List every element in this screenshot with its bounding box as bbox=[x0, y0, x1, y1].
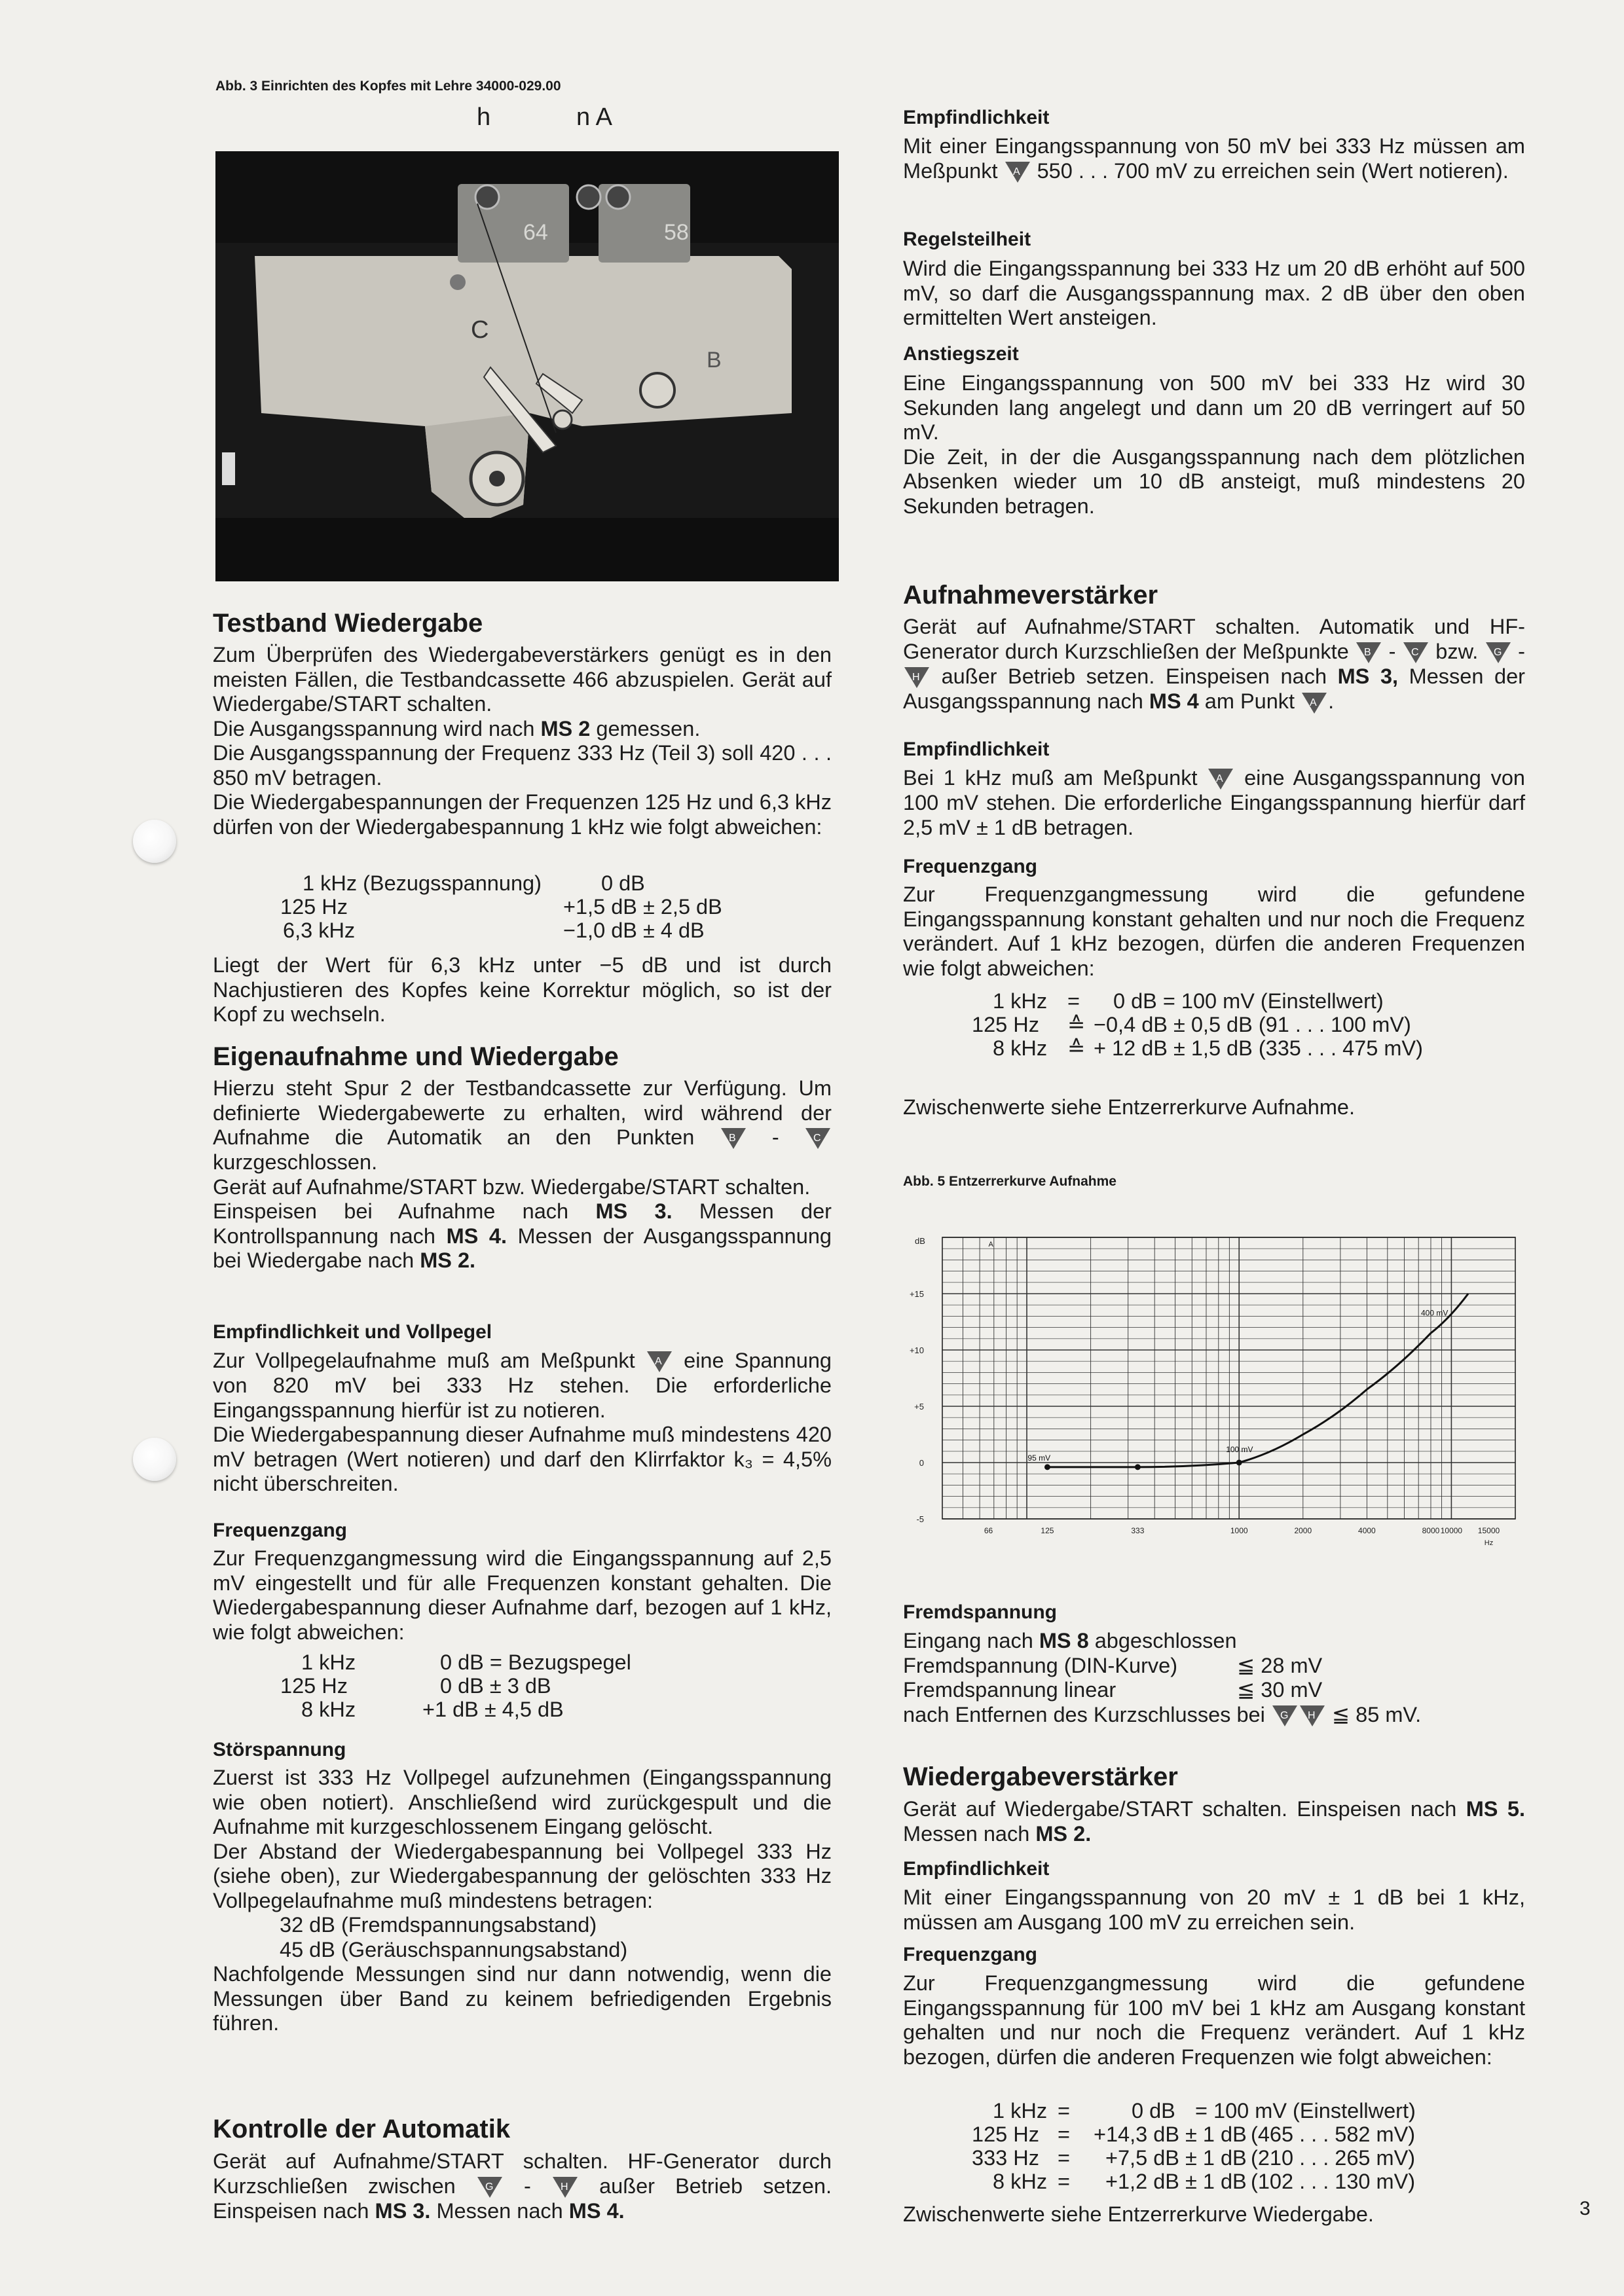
stoer-p2: Der Abstand der Wiedergabespannung bei Vollpegel 333 Hz (siehe oben), zur Wiedergabespannung der gelöschten 333 Hz Vollpegelaufnahme muß mindestens betragen: bbox=[213, 1839, 832, 1912]
aufnahme-p2: Bei 1 kHz muß am Meßpunkt A eine Ausgangsspannung von 100 mV stehen. Die erforderliche Eingangsspannung hierfür darf 2,5 mV ± 1 dB betragen. bbox=[903, 766, 1525, 839]
svg-text:C: C bbox=[813, 1133, 821, 1144]
photo-label-b: B bbox=[707, 348, 722, 373]
svg-text:G: G bbox=[485, 2181, 494, 2193]
right-top-p34 bbox=[903, 371, 1525, 519]
section-title-stoer: Störspannung bbox=[213, 1739, 346, 1760]
point-h-icon bbox=[551, 2176, 579, 2199]
head-58-label: 58 bbox=[664, 220, 689, 245]
fremd-l1: Eingang nach MS 8 abgeschlossen bbox=[903, 1629, 1237, 1652]
point-c-icon bbox=[1402, 641, 1430, 665]
photo-label-na: n A bbox=[576, 103, 612, 131]
annotation-label: 400 mV bbox=[1420, 1308, 1449, 1318]
right-title-anstiegszeit: Anstiegszeit bbox=[903, 343, 1019, 365]
table-row: 8 kHz = +1,2 dB ± 1 dB (102 . . . 130 mV) bbox=[993, 2170, 1416, 2193]
x-tick-label: 333 bbox=[1131, 1526, 1145, 1535]
svg-text:G: G bbox=[1280, 1709, 1289, 1721]
section-title-vollpegel: Empfindlichkeit und Vollpegel bbox=[213, 1321, 492, 1343]
data-point bbox=[1135, 1464, 1141, 1470]
entzerrerkurve-chart bbox=[903, 1224, 1532, 1552]
table-row: 125 Hz 0 dB ± 3 dB bbox=[280, 1674, 551, 1698]
wiedergabe-p4: Zwischenwerte siehe Entzerrerkurve Wiedergabe. bbox=[903, 2202, 1374, 2226]
vollpegel-p1: Zur Vollpegelaufnahme muß am Meßpunkt A eine Spannung von 820 mV bei 333 Hz stehen. Die erforderliche Eingangsspannung hierfür ist zu notieren. bbox=[213, 1349, 832, 1422]
stoer-p1: Zuerst ist 333 Hz Vollpegel aufzunehmen (Eingangsspannung wie oben notiert). Anschließend wird zurückgespult und die Aufnahme mit kurzgeschlossenem Eingang gelöscht. bbox=[213, 1766, 832, 1838]
point-a-icon bbox=[1004, 160, 1031, 184]
stoer-list-1: 32 dB (Fremdspannungsabstand) bbox=[280, 1913, 597, 1937]
freq-left-table bbox=[262, 1650, 720, 1721]
fremd-body bbox=[903, 1629, 1525, 1728]
table-row: 1 kHz = 0 dB = 100 mV (Einstellwert) bbox=[993, 989, 1384, 1013]
kontrolle-p1: Gerät auf Aufnahme/START schalten. HF-Generator durch Kurzschließen zwischen G - H außer Betrieb setzen. Einspeisen nach MS 3. Messen nach MS 4. bbox=[213, 2149, 832, 2223]
svg-text:B: B bbox=[728, 1133, 736, 1144]
testband-p2: Die Ausgangsspannung wird nach MS 2 gemessen. bbox=[213, 716, 701, 740]
y-tick-label: +15 bbox=[909, 1289, 924, 1299]
section-title-kontrolle: Kontrolle der Automatik bbox=[213, 2115, 511, 2143]
right-top-p1: Mit einer Eingangsspannung von 50 mV bei 333 Hz müssen am Meßpunkt A 550 . . . 700 mV zu erreichen sein (Wert notieren). bbox=[903, 134, 1525, 184]
point-a-icon bbox=[646, 1350, 673, 1374]
photo-label-c: C bbox=[471, 316, 489, 344]
wiedergabe-p2: Mit einer Eingangsspannung von 20 mV ± 1 dB bei 1 kHz, müssen am Ausgang 100 mV zu erreichen sein. bbox=[903, 1886, 1525, 1934]
testband-table bbox=[275, 871, 773, 942]
aufnahme-p1: Gerät auf Aufnahme/START schalten. Automatik und HF-Generator durch Kurzschließen der Meßpunkte B - C bzw. G - H außer Betrieb setzen. Einspeisen nach MS 3, Messen der Ausgangsspannung nach MS 4 am Punkt A . bbox=[903, 615, 1525, 715]
table-row: 1 kHz = 0 dB = 100 mV (Einstellwert) bbox=[993, 2099, 1416, 2123]
aufnahme-title-frequenzgang: Frequenzgang bbox=[903, 856, 1038, 877]
series-line bbox=[1047, 1294, 1468, 1467]
x-tick-label: 2000 bbox=[1294, 1526, 1312, 1535]
testband-body bbox=[213, 643, 832, 839]
punch-hole-bottom bbox=[133, 1438, 176, 1481]
section-title-eigen: Eigenaufnahme und Wiedergabe bbox=[213, 1042, 619, 1071]
eigen-p3: Einspeisen bei Aufnahme nach MS 3. Messen der Kontrollspannung nach MS 4. Messen der Ausgangsspannung bei Wiedergabe nach MS 2. bbox=[213, 1199, 832, 1273]
section-title-wiedergabe: Wiedergabeverstärker bbox=[903, 1762, 1178, 1791]
stoer-body bbox=[213, 1766, 832, 2036]
right-top-p2: Wird die Eingangsspannung bei 333 Hz um 20 dB erhöht auf 500 mV, so darf die Ausgangsspannung max. 2 dB über den oben ermittelten Wert ansteigen. bbox=[903, 257, 1525, 329]
tape-head-photo bbox=[215, 151, 839, 581]
eigen-body bbox=[213, 1076, 832, 1273]
table-row: 1 kHz 0 dB = Bezugspegel bbox=[301, 1650, 631, 1674]
table-row: 125 Hz +1,5 dB ± 2,5 dB bbox=[280, 895, 722, 919]
wiedergabe-title-frequenzgang: Frequenzgang bbox=[903, 1944, 1038, 1965]
point-b-icon bbox=[1355, 641, 1382, 665]
data-point bbox=[1044, 1464, 1050, 1470]
testband-p3: Die Ausgangsspannung der Frequenz 333 Hz (Teil 3) soll 420 . . . 850 mV betragen. bbox=[213, 741, 832, 790]
x-tick-label: 66 bbox=[984, 1526, 993, 1535]
point-g-icon bbox=[1485, 641, 1512, 665]
figure3-caption: Abb. 3 Einrichten des Kopfes mit Lehre 34000-029.00 bbox=[215, 79, 561, 94]
wiedergabe-table bbox=[969, 2099, 1506, 2193]
page-number: 3 bbox=[1579, 2198, 1591, 2219]
fremd-l4: nach Entfernen des Kurzschlusses bei G H ≦ 85 mV. bbox=[903, 1703, 1525, 1728]
section-title-aufnahme: Aufnahmeverstärker bbox=[903, 581, 1158, 610]
point-b-icon bbox=[720, 1127, 747, 1150]
stoer-list-2: 45 dB (Geräuschspannungsabstand) bbox=[280, 1937, 628, 1961]
right-top-p4: Die Zeit, in der die Ausgangsspannung nach dem plötzlichen Absenken wieder um 10 dB ansteigt, muß mindestens 20 Sekunden betragen. bbox=[903, 445, 1525, 518]
testband-p5: Liegt der Wert für 6,3 kHz unter −5 dB und ist durch Nachjustieren des Kopfes keine Korrektur möglich, so ist der Kopf zu wechseln. bbox=[213, 953, 832, 1026]
point-h-icon bbox=[1299, 1704, 1326, 1728]
testband-p1: Zum Überprüfen des Wiedergabeverstärkers genügt es in den meisten Fällen, die Testbandcassette 466 abzuspielen. Gerät auf Wiedergabe/START schalten. bbox=[213, 643, 832, 716]
svg-text:G: G bbox=[1493, 646, 1502, 658]
svg-text:B: B bbox=[1364, 646, 1371, 658]
eigen-p2: Gerät auf Aufnahme/START bzw. Wiedergabe/START schalten. bbox=[213, 1175, 811, 1199]
eigen-p1: Hierzu steht Spur 2 der Testbandcassette zur Verfügung. Um definierte Wiedergabewerte zu erhalten, wird während der Aufnahme die Automatik an den Punkten B - C kurzgeschlossen. bbox=[213, 1076, 832, 1175]
right-title-empfindlichkeit: Empfindlichkeit bbox=[903, 107, 1050, 128]
y-tick-label: +5 bbox=[914, 1402, 924, 1412]
x-tick-label: 1000 bbox=[1230, 1526, 1248, 1535]
x-tick-label: 10000 bbox=[1440, 1526, 1463, 1535]
svg-text:A: A bbox=[654, 1356, 662, 1368]
x-tick-label: 15000 bbox=[1477, 1526, 1500, 1535]
aufnahme-title-empfindlichkeit: Empfindlichkeit bbox=[903, 738, 1050, 760]
stoer-p3: Nachfolgende Messungen sind nur dann notwendig, wenn die Messungen über Band zu keinem befriedigenden Ergebnis führen. bbox=[213, 1962, 832, 2035]
svg-text:H: H bbox=[912, 672, 920, 683]
plot-frame bbox=[942, 1237, 1515, 1519]
annotation-label: 95 mV bbox=[1027, 1453, 1051, 1463]
point-a-icon bbox=[1301, 691, 1328, 715]
table-row: 125 Hz ≙ −0,4 dB ± 0,5 dB (91 . . . 100 mV) bbox=[972, 1013, 1411, 1036]
point-c-icon bbox=[804, 1127, 832, 1150]
table-row: 6,3 kHz −1,0 dB ± 4 dB bbox=[283, 919, 705, 942]
section-title-fremd: Fremdspannung bbox=[903, 1601, 1058, 1623]
vollpegel-body bbox=[213, 1349, 832, 1497]
y-tick-label: 0 bbox=[919, 1458, 924, 1468]
figure5-caption: Abb. 5 Entzerrerkurve Aufnahme bbox=[903, 1174, 1116, 1189]
annotation-label: A bbox=[988, 1241, 993, 1248]
wiedergabe-p1: Gerät auf Wiedergabe/START schalten. Einspeisen nach MS 5. Messen nach MS 2. bbox=[903, 1797, 1525, 1846]
kontrolle-body bbox=[213, 2149, 832, 2223]
y-axis-label: dB bbox=[915, 1236, 925, 1246]
table-row: 333 Hz = +7,5 dB ± 1 dB (210 . . . 265 mV) bbox=[972, 2146, 1416, 2170]
wiedergabe-title-empfindlichkeit: Empfindlichkeit bbox=[903, 1858, 1050, 1880]
annotation-label: 100 mV bbox=[1226, 1445, 1253, 1454]
svg-text:C: C bbox=[1411, 646, 1419, 658]
testband-p4: Die Wiedergabespannungen der Frequenzen 125 Hz und 6,3 kHz dürfen von der Wiedergabespannung 1 kHz wie folgt abweichen: bbox=[213, 790, 832, 839]
y-tick-label: -5 bbox=[916, 1514, 924, 1524]
aufnahme-p4: Zwischenwerte siehe Entzerrerkurve Aufnahme. bbox=[903, 1095, 1356, 1119]
right-top-p3: Eine Eingangsspannung von 500 mV bei 333 Hz wird 30 Sekunden lang angelegt und dann um 20 dB verringert auf 50 mV. bbox=[903, 371, 1525, 444]
photo-label-h: h bbox=[477, 103, 491, 131]
svg-text:A: A bbox=[1216, 773, 1223, 785]
fremd-l2: Fremdspannung (DIN-Kurve) ≦ 28 mV bbox=[903, 1653, 1323, 1677]
aufnahme-table bbox=[969, 989, 1493, 1060]
wiedergabe-p3: Zur Frequenzgangmessung wird die gefundene Eingangsspannung für 100 mV bei 1 kHz am Ausgang konstant gehalten und nur noch die Frequenz verändert. Auf 1 kHz bezogen, dürfen die anderen Frequenzen wie folgt abweichen: bbox=[903, 1971, 1525, 2069]
fremd-l3: Fremdspannung linear ≦ 30 mV bbox=[903, 1678, 1323, 1702]
table-row: 125 Hz = +14,3 dB ± 1 dB (465 . . . 582 mV) bbox=[972, 2123, 1416, 2146]
svg-text:H: H bbox=[1307, 1709, 1316, 1721]
section-title-frequenzgang-left: Frequenzgang bbox=[213, 1520, 348, 1541]
y-tick-label: +10 bbox=[909, 1345, 924, 1355]
table-row: 8 kHz +1 dB ± 4,5 dB bbox=[301, 1698, 564, 1721]
vollpegel-p2: Die Wiedergabespannung dieser Aufnahme muß mindestens 420 mV betragen (Wert notieren) und darf den Klirrfaktor k₃ = 4,5% nicht überschreiten. bbox=[213, 1423, 832, 1496]
data-point bbox=[1236, 1460, 1242, 1466]
x-axis-label: Hz bbox=[1484, 1539, 1494, 1547]
x-tick-label: 8000 bbox=[1422, 1526, 1440, 1535]
svg-text:H: H bbox=[560, 2181, 568, 2193]
svg-text:A: A bbox=[1012, 166, 1020, 177]
x-tick-label: 4000 bbox=[1358, 1526, 1376, 1535]
point-h-icon bbox=[903, 666, 931, 689]
punch-hole-top bbox=[133, 820, 176, 863]
freq-left-p1: Zur Frequenzgangmessung wird die Eingangsspannung auf 2,5 mV eingestellt und für alle Frequenzen konstant gehalten. Die Wiedergabespannung dieser Aufnahme darf, bezogen auf 1 kHz, wie folgt abweichen: bbox=[213, 1546, 832, 1644]
svg-text:A: A bbox=[1310, 697, 1317, 708]
figure3-photo bbox=[215, 151, 839, 581]
point-g-icon bbox=[476, 2176, 504, 2199]
head-64-label: 64 bbox=[523, 220, 548, 245]
table-row: 1 kHz (Bezugsspannung) 0 dB bbox=[303, 871, 645, 895]
table-row: 8 kHz ≙ + 12 dB ± 1,5 dB (335 . . . 475 mV) bbox=[993, 1036, 1423, 1060]
x-tick-label: 125 bbox=[1041, 1526, 1054, 1535]
aufnahme-p3: Zur Frequenzgangmessung wird die gefundene Eingangsspannung konstant gehalten und nur noch die Frequenz verändert. Auf 1 kHz bezogen, dürfen die anderen Frequenzen wie folgt abweichen: bbox=[903, 883, 1525, 980]
right-title-regelsteilheit: Regelsteilheit bbox=[903, 228, 1031, 250]
point-a-icon bbox=[1207, 767, 1234, 791]
section-title-testband: Testband Wiedergabe bbox=[213, 609, 483, 638]
point-g-icon bbox=[1271, 1704, 1299, 1728]
